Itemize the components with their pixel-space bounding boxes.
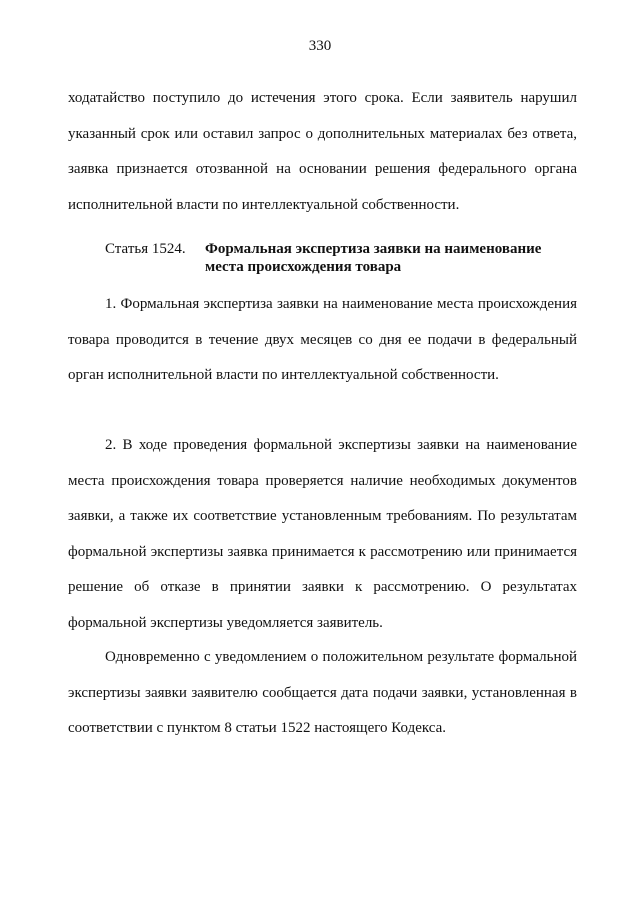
article-heading	[105, 240, 575, 276]
article-title: Формальная экспертиза заявки на наименование места происхождения товара	[205, 241, 542, 275]
paragraph-notification: Одновременно с уведомлением о положительном результате формальной экспертизы заявки заявителю сообщается дата подачи заявки, установленная в соответствии с пунктом 8 статьи 1522 настоящего Кодекса.	[68, 649, 577, 736]
paragraph-clause-1: 1. Формальная экспертиза заявки на наименование места происхождения товара проводится в течение двух месяцев со дня ее подачи в федеральный орган исполнительной власти по интеллектуальной собственности.	[68, 296, 577, 383]
paragraph-continuation: ходатайство поступило до истечения этого срока. Если заявитель нарушил указанный срок или оставил запрос о дополнительных материалах без ответа, заявка признается отозванной на основании решения федерального органа исполнительной власти по интеллектуальной собственности.	[68, 90, 577, 213]
page-number: 330	[308, 38, 332, 54]
article-number: Статья 1524.	[105, 241, 186, 257]
paragraph-clause-2: 2. В ходе проведения формальной экспертизы заявки на наименование места происхождения товара проверяется наличие необходимых документов заявки, а также их соответствие установленным требованиям. По результатам формальной экспертизы заявка принимается к рассмотрению или принимается решение об отказе в принятии заявки к рассмотрению. О результатах формальной экспертизы уведомляется заявитель.	[68, 437, 577, 631]
